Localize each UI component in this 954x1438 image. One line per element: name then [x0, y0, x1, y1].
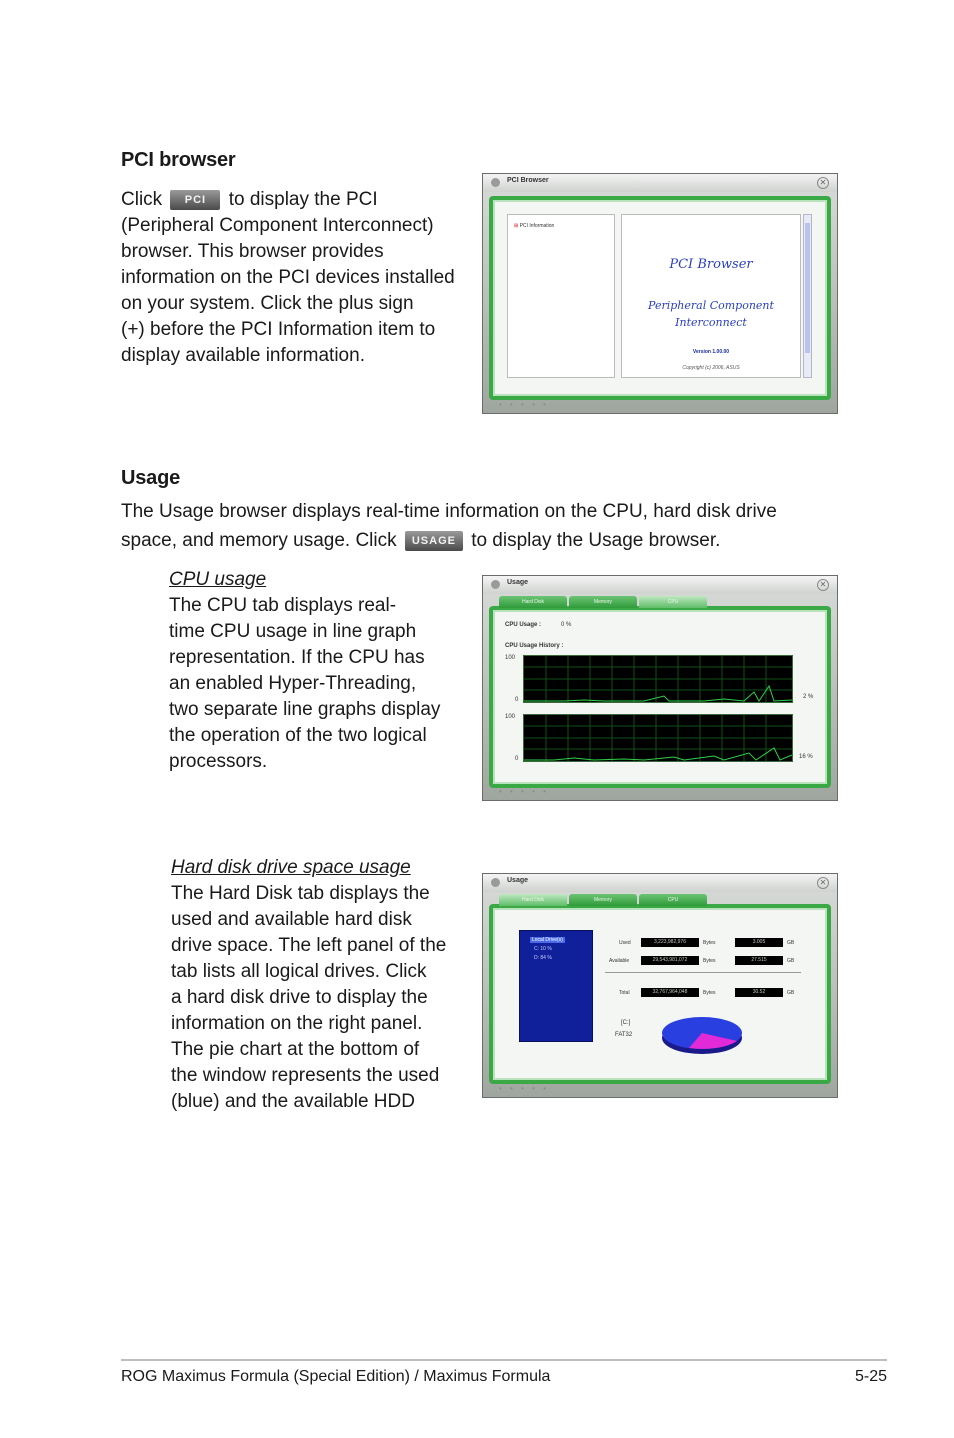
divider [605, 972, 801, 973]
pci-info-panel [621, 214, 801, 378]
brand-subtitle-1: Peripheral Component [648, 299, 774, 312]
cpu-desc-line: processors. [169, 751, 268, 772]
cpu-graph-1-svg [524, 656, 792, 702]
used-bytes-value: 3,223,982,976 [641, 938, 699, 947]
total-gb-value: 30.52 [735, 988, 783, 997]
cpu-graph-2-svg [524, 715, 792, 761]
brand-title: PCI Browser [669, 257, 753, 272]
window-content-frame [489, 599, 831, 788]
cpu-graph-2 [523, 714, 793, 762]
usage-description [121, 499, 821, 554]
tab-cpu[interactable]: CPU [639, 596, 707, 608]
pci-browser-description [121, 187, 471, 369]
app-icon [491, 580, 500, 589]
used-gb-unit: GB [787, 940, 795, 946]
available-bytes-value: 29,543,981,072 [641, 956, 699, 965]
graph1-max-label: 100 [505, 655, 516, 661]
drive-list-panel [519, 930, 593, 1042]
pci-desc-line: display available information. [121, 345, 365, 366]
tab-hard-disk[interactable]: Hard Disk [499, 894, 567, 906]
tab-cpu[interactable]: CPU [639, 894, 707, 906]
hdd-usage-screenshot [482, 873, 838, 1098]
hdd-desc-line: drive space. The left panel of the [171, 935, 447, 956]
hdd-desc-line: The Hard Disk tab displays the [171, 883, 430, 904]
graph2-min-label: 0 [515, 756, 519, 762]
total-bytes-unit: Bytes [703, 990, 716, 996]
scrollbar-thumb[interactable] [805, 223, 810, 353]
drive-letter-label: [C:] [621, 1020, 631, 1026]
tab-memory[interactable]: Memory [569, 596, 637, 608]
usage-desc-before: space, and memory usage. Click [121, 530, 397, 551]
version-text: Version 1.00.00 [692, 349, 730, 355]
window-content-frame [489, 897, 831, 1084]
window-title: Usage [507, 877, 529, 884]
usage-button[interactable]: USAGE [405, 531, 463, 551]
close-icon[interactable]: ✕ [817, 177, 829, 189]
available-gb-unit: GB [787, 958, 795, 964]
cpu-desc-line: an enabled Hyper-Threading, [169, 673, 417, 694]
footer-title: ROG Maximus Formula (Special Edition) / Maximus Formula [121, 1368, 551, 1385]
drive-item-d[interactable]: D: 84 % [534, 955, 552, 961]
window-title: Usage [507, 579, 529, 586]
cpu-desc-line: The CPU tab displays real- [169, 595, 397, 616]
pci-browser-screenshot [482, 173, 838, 414]
hdd-usage-description [171, 855, 461, 1115]
pci-desc-line: (+) before the PCI Information item to [121, 319, 436, 340]
cpu-desc-line: two separate line graphs display [169, 699, 441, 720]
pci-intro-after-text: to display the PCI [228, 189, 378, 210]
graph1-current-value: 2 % [803, 694, 814, 700]
brand-subtitle-2: Interconnect [675, 316, 747, 329]
hdd-desc-line: (blue) and the available HDD [171, 1091, 415, 1112]
pci-desc-line: (Peripheral Component Interconnect) [121, 215, 434, 236]
hdd-desc-line: used and available hard disk [171, 909, 412, 930]
scrollbar[interactable] [803, 214, 812, 378]
graph2-current-value: 16 % [799, 754, 813, 760]
tab-memory[interactable]: Memory [569, 894, 637, 906]
graph1-min-label: 0 [515, 697, 519, 703]
window-titlebar [483, 174, 837, 192]
window-grip-decoration: • • • • • [499, 787, 549, 796]
available-bytes-unit: Bytes [703, 958, 716, 964]
copyright-text: Copyright (c) 2006, ASUS [682, 365, 740, 371]
close-icon[interactable]: ✕ [817, 579, 829, 591]
close-icon[interactable]: ✕ [817, 877, 829, 889]
window-grip-decoration: • • • • • [499, 400, 549, 409]
usage-tabs [499, 596, 707, 608]
cpu-usage-screenshot [482, 575, 838, 801]
drive-list-root[interactable]: Local Drive(s) [532, 937, 563, 943]
pci-tree-panel [507, 214, 615, 378]
hdd-desc-line: the window represents the used [171, 1065, 440, 1086]
cpu-desc-line: the operation of the two logical [169, 725, 427, 746]
drive-item-c[interactable]: C: 10 % [534, 946, 552, 952]
total-label: Total [619, 990, 630, 996]
hdd-desc-line: information on the right panel. [171, 1013, 423, 1034]
pci-intro-text: Click [121, 189, 163, 210]
used-bytes-unit: Bytes [703, 940, 716, 946]
footer-page-number: 5-25 [854, 1368, 887, 1385]
hdd-desc-line: tab lists all logical drives. Click [171, 961, 427, 982]
expand-plus-icon[interactable]: ⊞ [514, 223, 519, 229]
window-titlebar [483, 576, 837, 594]
usage-desc-line: The Usage browser displays real-time information on the CPU, hard disk drive [121, 501, 777, 522]
pci-browser-heading: PCI browser [121, 149, 236, 171]
usage-tabs [499, 894, 707, 906]
window-titlebar [483, 874, 837, 892]
window-title: PCI Browser [507, 177, 549, 184]
pci-button[interactable]: PCI [170, 190, 220, 210]
pci-desc-line: information on the PCI devices installed [121, 267, 455, 288]
total-bytes-value: 32,767,964,048 [641, 988, 699, 997]
cpu-graph-1 [523, 655, 793, 703]
tab-hard-disk[interactable]: Hard Disk [499, 596, 567, 608]
app-icon [491, 878, 500, 887]
used-label: Used [619, 940, 631, 946]
total-gb-unit: GB [787, 990, 795, 996]
hdd-usage-subheading: Hard disk drive space usage [171, 857, 411, 878]
footer-rule [121, 1359, 887, 1361]
window-grip-decoration: • • • • • [499, 1084, 549, 1093]
cpu-history-label: CPU Usage History : [505, 643, 564, 649]
app-icon [491, 178, 500, 187]
hdd-desc-line: The pie chart at the bottom of [171, 1039, 420, 1060]
cpu-desc-line: time CPU usage in line graph [169, 621, 417, 642]
disk-usage-pie-chart [659, 1014, 745, 1058]
graph2-max-label: 100 [505, 714, 516, 720]
pci-tree-item[interactable]: ⊞ PCI Information [514, 223, 555, 229]
filesystem-label: FAT32 [615, 1032, 633, 1038]
hdd-desc-line: a hard disk drive to display the [171, 987, 428, 1008]
usage-desc-after: to display the Usage browser. [471, 530, 721, 551]
available-label: Available [609, 958, 630, 964]
used-gb-value: 3.005 [735, 938, 783, 947]
window-content-frame [489, 196, 831, 400]
cpu-usage-value: 0 % [561, 622, 572, 628]
cpu-usage-subheading: CPU usage [169, 569, 267, 590]
available-gb-value: 27.515 [735, 956, 783, 965]
cpu-desc-line: representation. If the CPU has [169, 647, 425, 668]
pci-desc-line: on your system. Click the plus sign [121, 293, 414, 314]
cpu-usage-label: CPU Usage : [505, 622, 542, 628]
cpu-usage-description [169, 567, 459, 775]
pci-desc-line: browser. This browser provides [121, 241, 384, 262]
usage-heading: Usage [121, 467, 181, 489]
